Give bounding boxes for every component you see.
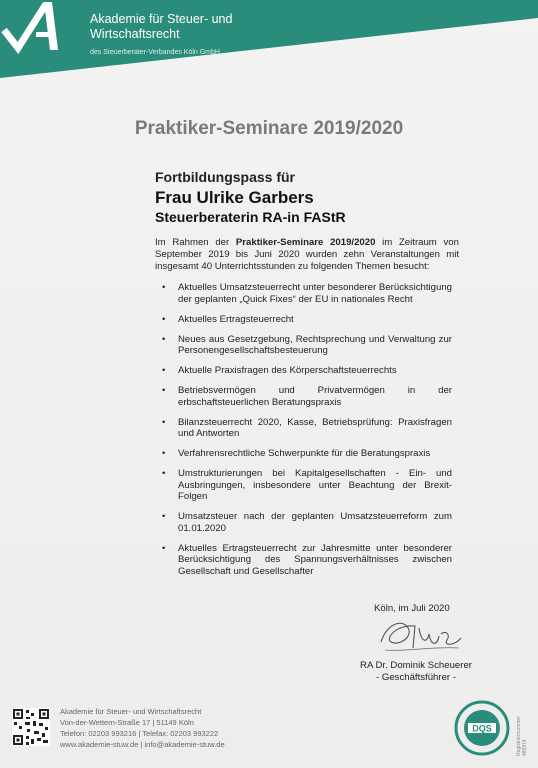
intro-pre: Im Rahmen der xyxy=(155,237,236,248)
topic-text: Aktuelles Ertragsteuerrecht xyxy=(178,313,294,325)
topic-item xyxy=(162,448,452,460)
topic-list xyxy=(162,282,452,586)
topic-item xyxy=(162,282,452,305)
qr-code-icon xyxy=(12,708,50,746)
recipient-name: Frau Ulrike Garbers xyxy=(155,188,314,207)
footer-contact xyxy=(60,706,225,750)
topic-item xyxy=(162,365,452,377)
bullet-icon: • xyxy=(162,313,166,325)
footer-web: www.akademie-stuw.de | info@akademie-stuw.de xyxy=(60,740,225,749)
topic-item xyxy=(162,543,452,578)
org-name-line2: Wirtschaftsrecht xyxy=(90,27,180,41)
org-name-line1: Akademie für Steuer- und xyxy=(90,12,233,26)
topic-text: Aktuelles Umsatzsteuerrecht unter besonderer Berücksichtigung der geplanten „Quick Fixes“ der EU in nationales Recht xyxy=(178,282,452,305)
registration-number: Registriernummer 485574 xyxy=(516,716,528,756)
topic-item xyxy=(162,511,452,534)
org-subtitle: des Steuerberater-Verbandes Köln GmbH xyxy=(90,49,220,56)
topic-text: Aktuelle Praxisfragen des Körperschaftsteuerrechts xyxy=(178,365,397,376)
topic-item xyxy=(162,385,452,408)
document-title: Praktiker-Seminare 2019/2020 xyxy=(134,118,404,139)
seal-text: DQS xyxy=(472,723,492,734)
footer-address: Von-der-Wettern-Straße 17 | 51149 Köln xyxy=(60,718,194,727)
signer-name: RA Dr. Dominik Scheuerer xyxy=(360,660,472,671)
footer-phone: Telefon: 02203 993216 | Telefax: 02203 993222 xyxy=(60,729,219,738)
bullet-icon: • xyxy=(162,365,166,376)
bullet-icon: • xyxy=(162,416,166,428)
certification-seal-icon xyxy=(454,700,510,756)
org-name xyxy=(90,12,310,42)
signature-icon xyxy=(375,612,465,657)
signer-block xyxy=(351,660,481,684)
topic-text: Umstrukturierungen bei Kapitalgesellschaften - Ein- und Ausbringungen, insbesondere unter Beachtung der Brexit-Folgen xyxy=(178,468,452,502)
bullet-icon: • xyxy=(162,511,166,522)
bullet-icon: • xyxy=(162,333,166,345)
bullet-icon: • xyxy=(162,542,166,554)
topic-item xyxy=(162,417,452,440)
pass-label: Fortbildungspass für xyxy=(155,169,295,185)
signer-role: - Geschäftsführer - xyxy=(376,672,456,683)
topic-text: Verfahrensrechtliche Schwerpunkte für die Beratungspraxis xyxy=(178,448,431,459)
bullet-icon: • xyxy=(162,448,166,459)
topic-text: Umsatzsteuer nach der geplanten Umsatzsteuerreform zum 01.01.2020 xyxy=(178,511,452,534)
footer-org: Akademie für Steuer- und Wirtschaftsrecht xyxy=(60,707,202,716)
bullet-icon: • xyxy=(162,385,166,396)
header-banner xyxy=(0,0,538,80)
topic-item xyxy=(162,468,452,503)
bullet-icon: • xyxy=(162,282,166,293)
topic-item xyxy=(162,334,452,357)
bullet-icon: • xyxy=(162,468,166,479)
topic-text: Bilanzsteuerrecht 2020, Kasse, Betriebsprüfung: Praxisfragen und Antworten xyxy=(178,416,452,439)
academy-logo-icon xyxy=(0,0,60,54)
intro-post: im Zeitraum von September 2019 bis Juni 2020 wurden zehn Veranstaltungen mit insgesamt 40 Unterrichtsstunden zu folgenden Themen besucht: xyxy=(155,237,459,272)
place-date: Köln, im Juli 2020 xyxy=(374,603,450,614)
topic-text: Neues aus Gesetzgebung, Rechtsprechung und Verwaltung zur Personengesellschaftsbesteuerung xyxy=(178,333,452,356)
recipient-role: Steuerberaterin RA-in FAStR xyxy=(155,209,346,225)
intro-paragraph xyxy=(155,237,459,273)
topic-text: Aktuelles Ertragsteuerrecht zur Jahresmitte unter besonderer Berücksichtigung des Spannungsverhältnisses zwischen Gesellschaft und Gesellschafter xyxy=(178,542,452,577)
topic-text: Betriebsvermögen und Privatvermögen in der erbschaftsteuerlichen Beratungspraxis xyxy=(178,385,452,408)
intro-bold: Praktiker-Seminare 2019/2020 xyxy=(235,237,376,248)
topic-item xyxy=(162,314,452,326)
